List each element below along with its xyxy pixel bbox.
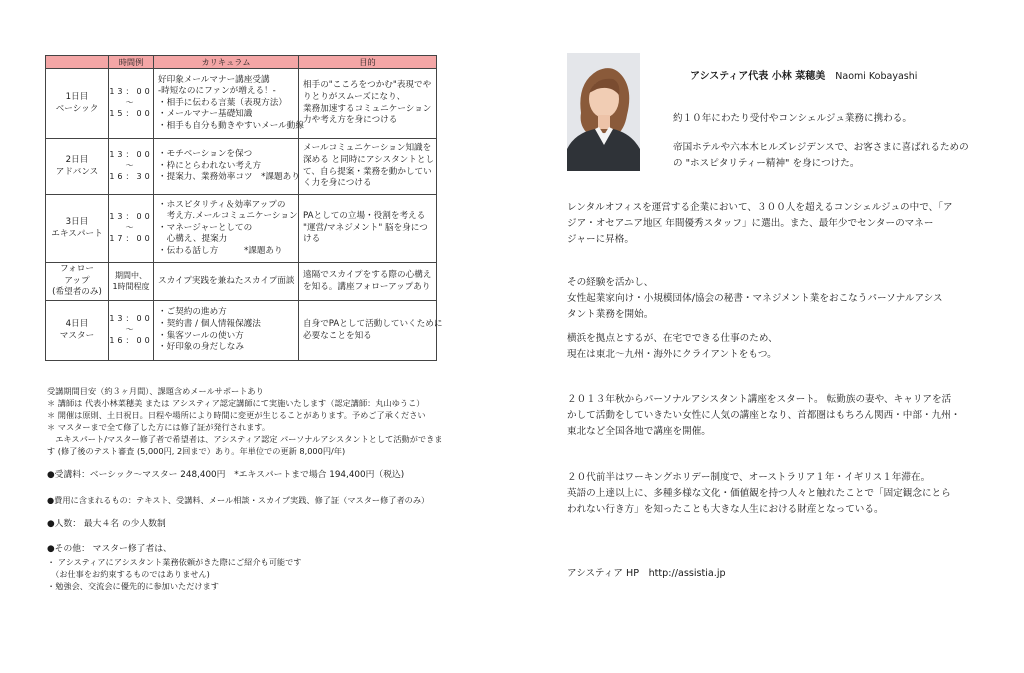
course-name-cell-line: アップ <box>64 275 90 286</box>
table-row <box>46 301 437 361</box>
time-cell-line: 15：00 <box>109 108 153 118</box>
course-name-cell-line: アドバンス <box>55 166 99 177</box>
time-cell <box>109 69 154 139</box>
curriculum-cell-line: 好印象メールマナー講座受講 <box>158 74 270 85</box>
profile-name-en: Naomi Kobayashi <box>835 71 918 82</box>
profile-text-line: 現在は東北〜九州・海外にクライアントをもつ。 <box>567 349 777 360</box>
time-cell-line: 1時間程度 <box>112 281 150 291</box>
curriculum-cell-line: ・メールマナー基礎知識 <box>158 109 253 120</box>
purpose-cell-line: 遠隔でスカイプをする際の心構え <box>303 269 432 280</box>
note-line: ＊ マスターまで全て修了した方には修了証が発行されます。 <box>47 422 271 432</box>
course-name-cell-line: マスター <box>59 330 95 341</box>
time-cell-line: 13：00 <box>109 314 153 324</box>
purpose-cell <box>299 69 437 139</box>
note-line: エキスパート/マスター修了者で希望者は、アシスティア認定 パーソナルアシスタントとして活動ができま <box>47 434 443 444</box>
purpose-cell-line: ける <box>303 234 321 245</box>
profile-title: アシスティア代表 小林 菜穂美 <box>690 71 826 82</box>
profile-para2 <box>567 275 943 323</box>
note-line: ●人数： 最大４名 の少人数制 <box>47 519 166 529</box>
purpose-cell <box>299 139 437 195</box>
profile-text-line: 横浜を拠点とするが、在宅でできる仕事のため、 <box>567 333 778 344</box>
profile-text-line: 女性起業家向け・小規模団体/協会の秘書・マネジメント業をおこなうパーソナルアシス <box>567 293 943 304</box>
time-cell-line: 〜 <box>125 223 137 233</box>
course-name-cell-line: (希望者のみ) <box>52 287 102 298</box>
course-name-cell-line: 3日目 <box>65 216 89 227</box>
profile-photo <box>567 53 640 171</box>
course-name-cell-line: 4日目 <box>65 318 89 329</box>
course-name-cell <box>46 69 109 139</box>
profile-text-line: の "ホスピタリティー精神" を身につけた。 <box>673 158 860 169</box>
note-line: ・ アシスティアにアシスタント業務依頼がきた際にご紹介も可能です <box>47 557 302 567</box>
purpose-cell-line: 自身でPAとして活動していくために <box>303 318 443 329</box>
time-cell-line: 16：00 <box>109 335 153 345</box>
time-cell <box>109 263 154 301</box>
profile-text-line: ジャーに昇格。 <box>567 234 634 245</box>
purpose-cell-line: 深める と同時にアシスタントとし <box>303 154 435 165</box>
purpose-cell-line: て、自ら提案・業務を動かしてい <box>303 166 432 177</box>
profile-intro2 <box>673 140 969 172</box>
time-cell-line: 13：00 <box>109 150 153 160</box>
header-time: 時間例 <box>109 56 154 69</box>
curriculum-cell-line: ・ご契約の進め方 <box>158 307 227 318</box>
curriculum-cell-line: ・集客ツールの使い方 <box>158 330 244 341</box>
curriculum-cell-line: -時短なのにファンが増える！- <box>158 86 276 97</box>
curriculum-cell-line: ・相手も自分も動きやすいメール動線 <box>158 120 304 131</box>
note-line: ・勉強会、交流会に優先的に参加いただけます <box>47 581 219 591</box>
course-name-cell-line: ベーシック <box>55 103 99 114</box>
curriculum-cell-line: ・契約書 / 個人情報保護法 <box>158 318 261 329</box>
note-line: ＊ 講師は 代表小林菜穂美 または アシスティア認定講師にて実施いたします（認定講師：丸山ゆうこ） <box>47 398 425 408</box>
note-line: す (修了後のテスト審査 (5,000円, 2回まで）あり。年単位での更新 8,000円/年) <box>47 446 346 456</box>
purpose-cell <box>299 301 443 361</box>
curriculum-cell <box>154 301 299 361</box>
course-notes <box>47 385 447 592</box>
time-cell <box>109 301 154 361</box>
course-name-cell <box>46 301 109 361</box>
header-purpose: 目的 <box>299 56 437 69</box>
person-portrait-icon <box>567 53 640 171</box>
curriculum-cell-line: ・マネージャーとしての <box>158 222 253 233</box>
profile-intro <box>673 111 912 127</box>
time-cell-line: 〜 <box>125 161 137 171</box>
curriculum-cell-line: ・枠にとらわれない考え方 <box>158 160 262 171</box>
note-line: （お仕事をお約束するものではありません) <box>47 569 210 579</box>
purpose-cell-line: メールコミュニケーション知識を <box>303 143 432 154</box>
profile-para5 <box>567 470 951 518</box>
table-header-row <box>46 56 437 69</box>
curriculum-cell-line: ・伝わる話し方 *課題あり <box>158 245 283 256</box>
time-cell-line: 13：00 <box>109 212 153 222</box>
profile-text-line: 帝国ホテルや六本木ヒルズレジデンスで、お客さまに喜ばれるための <box>673 142 969 153</box>
course-name-cell-line: 1日目 <box>65 91 89 102</box>
profile-text-line: ２０代前半はワーキングホリデー制度で、オーストラリア１年・イギリス１年滞在。 <box>567 472 931 483</box>
note-line: 受講期間目安（約３ヶ月間）、課題含めメールサポートあり <box>47 386 264 396</box>
purpose-cell-line: 力や考え方を身につける <box>303 115 398 126</box>
profile-text-line: かして活動をしていきたい女性に人気の講座となり、首都圏はもちろん関西・中部・九州・ <box>567 410 961 421</box>
curriculum-cell <box>154 139 299 195</box>
curriculum-table <box>45 55 443 361</box>
purpose-cell-line: 必要なことを知る <box>303 330 372 341</box>
curriculum-cell-line: ・提案力、業務効率コツ *課題あり <box>158 172 300 183</box>
profile-text-line: レンタルオフィスを運営する企業において、３００人を超えるコンシェルジュの中で、「ア <box>567 202 953 213</box>
profile-para3 <box>567 331 778 363</box>
note-line: ＊ 開催は原則、土日祝日。日程や場所により時間に変更が生じることがあります。予めご了承ください <box>47 410 426 420</box>
purpose-cell-line: りとりがスムーズになり、 <box>303 91 406 102</box>
note-line: ●受講料：ベーシック〜マスター 248,400円 *エキスパートまで場合 194,400円（税込) <box>47 470 405 480</box>
profile-text-line: タント業務を開始。 <box>567 309 654 320</box>
curriculum-cell-line: ・モチベーションを保つ <box>158 149 253 160</box>
profile-homepage <box>567 566 726 582</box>
table-row <box>46 263 437 301</box>
curriculum-cell-line: ・ホスピタリティ＆効率アップの <box>158 199 286 210</box>
time-cell-line: 17：00 <box>109 233 153 243</box>
note-line: ●費用に含まれるもの：テキスト、受講料、メール相談・スカイプ実践、修了証（マスター修了者のみ） <box>47 495 430 505</box>
course-name-cell <box>46 263 109 301</box>
header-course <box>46 56 109 69</box>
profile-text-line: ２０１３年秋からパーソナルアシスタント講座をスタート。 転勤族の妻や、キャリアを活 <box>567 394 952 405</box>
profile-text-line: アシスティア HP http://assistia.jp <box>567 568 726 579</box>
profile-name <box>690 67 917 82</box>
purpose-cell-line: "運営/マネジメント" 脳を身につ <box>303 222 428 233</box>
curriculum-cell-line: ・相手に伝わる言葉（表現方法） <box>158 97 287 108</box>
profile-para4 <box>567 392 960 440</box>
purpose-cell <box>299 263 437 301</box>
course-name-cell-line: エキスパート <box>51 228 103 239</box>
purpose-cell <box>299 195 437 263</box>
table-row <box>46 139 437 195</box>
course-name-cell <box>46 139 109 195</box>
purpose-cell-line: 業務加速するコミュニケーション <box>303 103 432 114</box>
profile-text-line: 東北など全国各地で講座を開催。 <box>567 426 711 437</box>
curriculum-cell-line: 心構え、提案力 <box>158 234 228 245</box>
curriculum-cell-line: 考え方.メールコミュニケーション <box>158 211 298 222</box>
table-row <box>46 195 437 263</box>
course-name-cell-line: 2日目 <box>65 154 89 165</box>
header-curriculum: カリキュラム <box>154 56 299 69</box>
profile-para1 <box>567 200 953 248</box>
profile-text-line: その経験を活かし、 <box>567 277 654 288</box>
time-cell <box>109 139 154 195</box>
purpose-cell-line: を知る。講座フォローアップあり <box>303 281 431 292</box>
time-cell-line: 〜 <box>125 325 137 335</box>
time-cell <box>109 195 154 263</box>
time-cell-line: 13：00 <box>109 87 153 97</box>
curriculum-cell <box>154 195 299 263</box>
profile-text-line: われない行き方」を知ったことも大きな人生における財産となっている。 <box>567 504 884 515</box>
profile-text-line: 英語の上達以上に、多種多様な文化・価値観を持つ人々と触れたことで「固定観念にとら <box>567 488 951 499</box>
purpose-cell-line: 相手の"こころをつかむ"表現でや <box>303 80 432 91</box>
purpose-cell-line: く力を身につける <box>303 178 372 189</box>
time-cell-line: 期間中、 <box>115 270 147 280</box>
course-name-cell <box>46 195 109 263</box>
curriculum-cell-line: ・好印象の身だしなみ <box>158 342 244 353</box>
curriculum-cell <box>154 263 299 301</box>
profile-text-line: ジア・オセアニア地区 年間優秀スタッフ」に選出。また、最年少でセンターのマネー <box>567 218 934 229</box>
purpose-cell-line: PAとしての立場・役割を考える <box>303 211 426 222</box>
profile-text-line: 約１０年にわたり受付やコンシェルジュ業務に携わる。 <box>673 113 912 124</box>
curriculum-cell <box>154 69 304 139</box>
table-body <box>46 69 443 361</box>
time-cell-line: 〜 <box>125 98 137 108</box>
note-line: ●その他： マスター修了者は、 <box>47 544 172 554</box>
course-name-cell-line: フォロー <box>60 264 94 275</box>
time-cell-line: 16：30 <box>109 171 153 181</box>
table-row <box>46 69 437 139</box>
curriculum-cell-line: スカイプ実践を兼ねたスカイプ面談 <box>158 275 295 286</box>
